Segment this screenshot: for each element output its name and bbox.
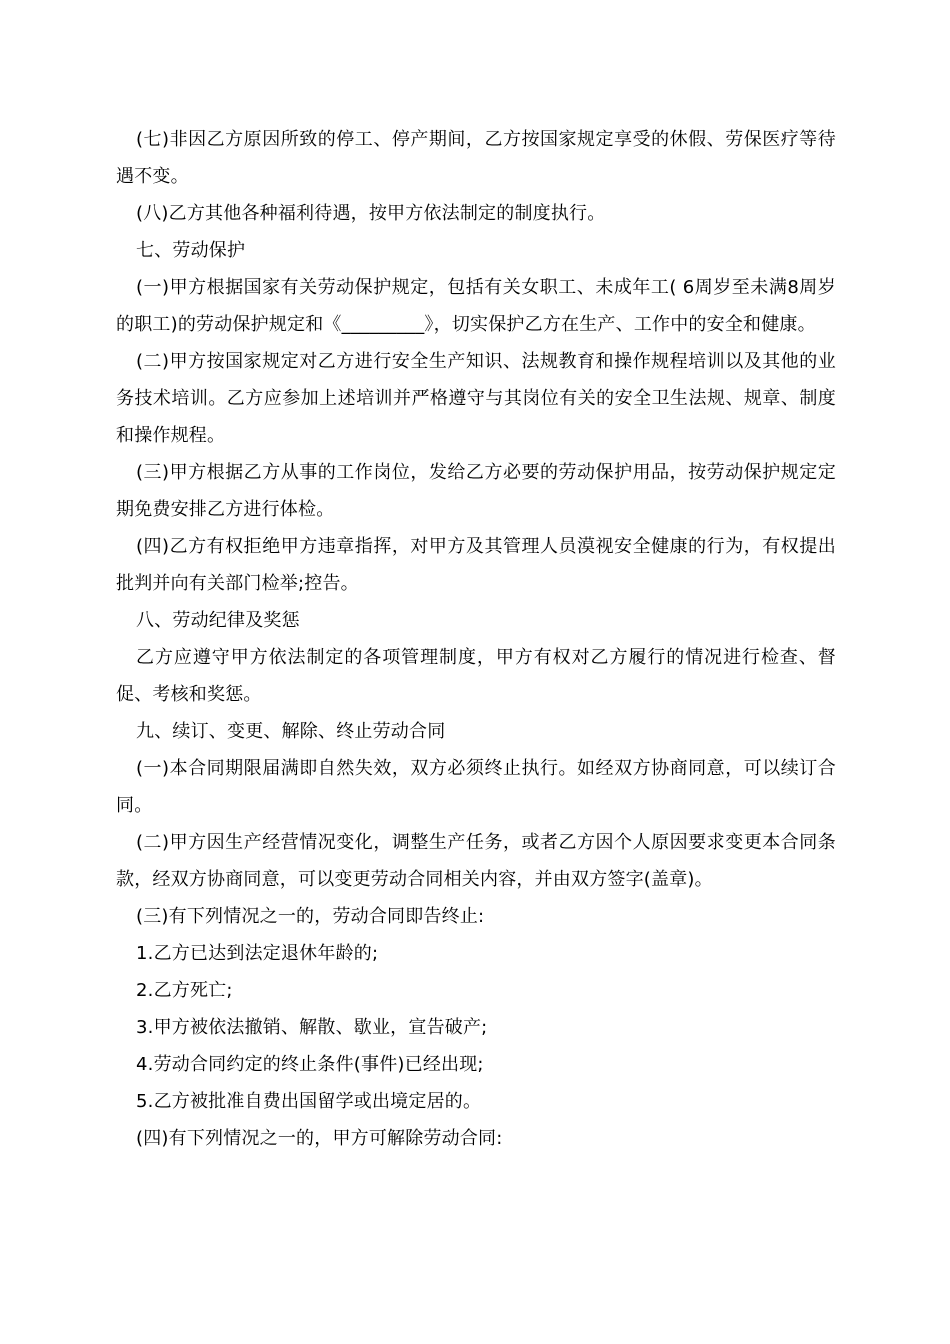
- list-item-termination-2: 2.乙方死亡;: [136, 980, 233, 1001]
- section-heading-labor-protection: 七、劳动保护: [136, 240, 246, 261]
- paragraph-protection-4: (四)乙方有权拒绝甲方违章指挥，对甲方及其管理人员漠视安全健康的行为，有权提出批判并向有关部门检举;控告。: [116, 536, 836, 594]
- paragraph-contract-4: (四)有下列情况之一的，甲方可解除劳动合同:: [136, 1128, 503, 1149]
- paragraph-discipline: 乙方应遵守甲方依法制定的各项管理制度，甲方有权对乙方履行的情况进行检查、督促、考核和奖惩。: [116, 647, 836, 705]
- paragraph-contract-2: (二)甲方因生产经营情况变化，调整生产任务，或者乙方因个人原因要求变更本合同条款，经双方协商同意，可以变更劳动合同相关内容，并由双方签字(盖章)。: [116, 832, 836, 890]
- document-page: [116, 121, 836, 1157]
- paragraph-welfare-8: (八)乙方其他各种福利待遇，按甲方依法制定的制度执行。: [136, 203, 606, 224]
- paragraph-protection-1: (一)甲方根据国家有关劳动保护规定，包括有关女职工、未成年工( 6周岁至未满8周岁的职工)的劳动保护规定和《_________》，切实保护乙方在生产、工作中的安全和健康。: [116, 277, 836, 335]
- list-item-termination-5: 5.乙方被批准自费出国留学或出境定居的。: [136, 1091, 482, 1112]
- paragraph-welfare-7: (七)非因乙方原因所致的停工、停产期间，乙方按国家规定享受的休假、劳保医疗等待遇不变。: [116, 129, 836, 187]
- section-heading-contract-changes: 九、续订、变更、解除、终止劳动合同: [136, 721, 446, 742]
- paragraph-contract-3: (三)有下列情况之一的，劳动合同即告终止:: [136, 906, 485, 927]
- paragraph-protection-2: (二)甲方按国家规定对乙方进行安全生产知识、法规教育和操作规程培训以及其他的业务技术培训。乙方应参加上述培训并严格遵守与其岗位有关的安全卫生法规、规章、制度和操作规程。: [116, 351, 836, 446]
- list-item-termination-1: 1.乙方已达到法定退休年龄的;: [136, 943, 379, 964]
- paragraph-contract-1: (一)本合同期限届满即自然失效，双方必须终止执行。如经双方协商同意，可以续订合同。: [116, 758, 836, 816]
- paragraph-protection-3: (三)甲方根据乙方从事的工作岗位，发给乙方必要的劳动保护用品，按劳动保护规定定期免费安排乙方进行体检。: [116, 462, 836, 520]
- list-item-termination-4: 4.劳动合同约定的终止条件(事件)已经出现;: [136, 1054, 484, 1075]
- section-heading-discipline: 八、劳动纪律及奖惩: [136, 610, 300, 631]
- list-item-termination-3: 3.甲方被依法撤销、解散、歇业，宣告破产;: [136, 1017, 488, 1038]
